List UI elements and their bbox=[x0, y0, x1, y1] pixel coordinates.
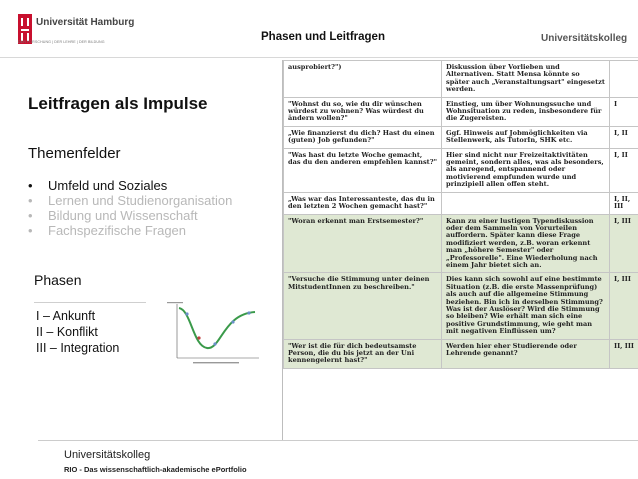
phase-cell: I bbox=[610, 97, 638, 126]
themen-item-label: Fachspezifische Fragen bbox=[48, 223, 187, 238]
themen-item bbox=[28, 178, 232, 193]
table-row bbox=[284, 126, 638, 148]
phase-cell: I, III bbox=[610, 214, 638, 273]
phasen-divider bbox=[34, 302, 146, 303]
hint-cell: Hier sind nicht nur Freizeitaktivitäten gemeint, sondern alles, was als besonders, als anregend, entspannend oder motivierend empfunden wurde und prinzipiell allen offen steht. bbox=[442, 148, 610, 192]
table-row bbox=[284, 97, 638, 126]
question-cell: ausprobiert?") bbox=[284, 61, 442, 98]
hint-cell: Ggf. Hinweis auf Jobmöglichkeiten via Stellenwerk, als TutorIn, SHK etc. bbox=[442, 126, 610, 148]
question-cell: "Was hast du letzte Woche gemacht, das du den anderen empfehlen kannst?" bbox=[284, 148, 442, 192]
table-row bbox=[284, 148, 638, 192]
phasen-label: Phasen bbox=[34, 272, 82, 288]
slide-header bbox=[0, 0, 638, 58]
phasen-list bbox=[36, 308, 119, 356]
question-cell: "Woran erkennt man Erstsemester?" bbox=[284, 214, 442, 273]
phase-cell bbox=[610, 61, 638, 98]
question-cell: „Was war das Interessanteste, das du in den letzten 2 Wochen gemacht hast?" bbox=[284, 192, 442, 214]
themen-item-label: Bildung und Wissenschaft bbox=[48, 208, 198, 223]
phase-item: II – Konflikt bbox=[36, 325, 98, 339]
table-row bbox=[284, 214, 638, 273]
question-cell: "Wer ist die für dich bedeutsamste Person, die du bis jetzt an der Uni kennengelernt hast?" bbox=[284, 339, 442, 368]
bullet: • bbox=[28, 208, 33, 223]
page-heading: Leitfragen als Impulse bbox=[28, 94, 208, 113]
bullet: • bbox=[28, 193, 33, 208]
question-cell: „Wie finanzierst du dich? Hast du einen (guten) Job gefunden?" bbox=[284, 126, 442, 148]
bullet: • bbox=[28, 223, 33, 238]
footer-title: Universitätskolleg bbox=[64, 449, 151, 461]
themen-label: Themenfelder bbox=[28, 145, 121, 162]
footer-subtitle: RIO - Das wissenschaftlich-akademische ePortfolio bbox=[64, 465, 247, 474]
phase-curve-figure bbox=[163, 300, 263, 366]
brand-label: Universitätskolleg bbox=[541, 33, 628, 44]
hint-cell: Diskussion über Vorlieben und Alternativen. Statt Mensa könnte so später auch „Veranstaltungsart" eingesetzt werden. bbox=[442, 61, 610, 98]
slide-title: Phasen und Leitfragen bbox=[261, 31, 385, 43]
table-row bbox=[284, 339, 638, 368]
phase-cell: I, II bbox=[610, 148, 638, 192]
phase-cell: I, II, III bbox=[610, 192, 638, 214]
phase-cell: I, III bbox=[610, 273, 638, 339]
question-cell: "Versuche die Stimmung unter deinen MitstudentInnen zu beschreiben." bbox=[284, 273, 442, 339]
table-row bbox=[284, 192, 638, 214]
hint-cell: Dies kann sich sowohl auf eine bestimmte Situation (z.B. die erste Massenprüfung) als auch auf die allgemeine Stimmung beziehen. Bin ich in derselben Stimmung? Was ist der Auslöser? Wird die Stimmung so bleiben? Wie erhält man sich eine positive Grundstimmung, wie geht man mit negativen Einflüssen um? bbox=[442, 273, 610, 339]
themen-list bbox=[28, 178, 232, 238]
university-name: Universität Hamburg bbox=[36, 17, 135, 28]
leitfragen-table bbox=[282, 60, 638, 440]
themen-item-label: Lernen und Studienorganisation bbox=[48, 193, 233, 208]
university-logo bbox=[18, 14, 138, 48]
hint-cell: Werden hier eher Studierende oder Lehrende genannt? bbox=[442, 339, 610, 368]
question-cell: "Wohnst du so, wie du dir wünschen würdest zu wohnen? Was würdest du ändern wollen?" bbox=[284, 97, 442, 126]
table-row bbox=[284, 61, 638, 98]
phase-item: I – Ankunft bbox=[36, 309, 96, 323]
hint-cell: Kann zu einer lustigen Typendiskussion oder dem Sammeln von Vorurteilen auffordern. Später kann diese Frage modifiziert werden, z.B. woran erkennt man „höhere Semester" oder „Professorelle". Eine Wiederholung nach einem Jahr bietet sich an. bbox=[442, 214, 610, 273]
table-row bbox=[284, 273, 638, 339]
university-claim: DER FORSCHUNG | DER LEHRE | DER BILDUNG bbox=[18, 40, 105, 44]
phase-cell: II, III bbox=[610, 339, 638, 368]
phase-cell: I, II bbox=[610, 126, 638, 148]
footer-divider bbox=[38, 440, 638, 441]
themen-item-label: Umfeld und Soziales bbox=[48, 178, 168, 193]
themen-item bbox=[28, 193, 232, 208]
header-divider bbox=[0, 57, 638, 58]
leitfragen-table-grid bbox=[283, 60, 638, 369]
hint-cell: Einstieg, um über Wohnungssuche und Wohnsituation zu reden, insbesondere für die Zugereisten. bbox=[442, 97, 610, 126]
themen-item bbox=[28, 223, 232, 238]
bullet: • bbox=[28, 178, 33, 193]
themen-item bbox=[28, 208, 232, 223]
phase-item: III – Integration bbox=[36, 341, 120, 355]
hint-cell bbox=[442, 192, 610, 214]
